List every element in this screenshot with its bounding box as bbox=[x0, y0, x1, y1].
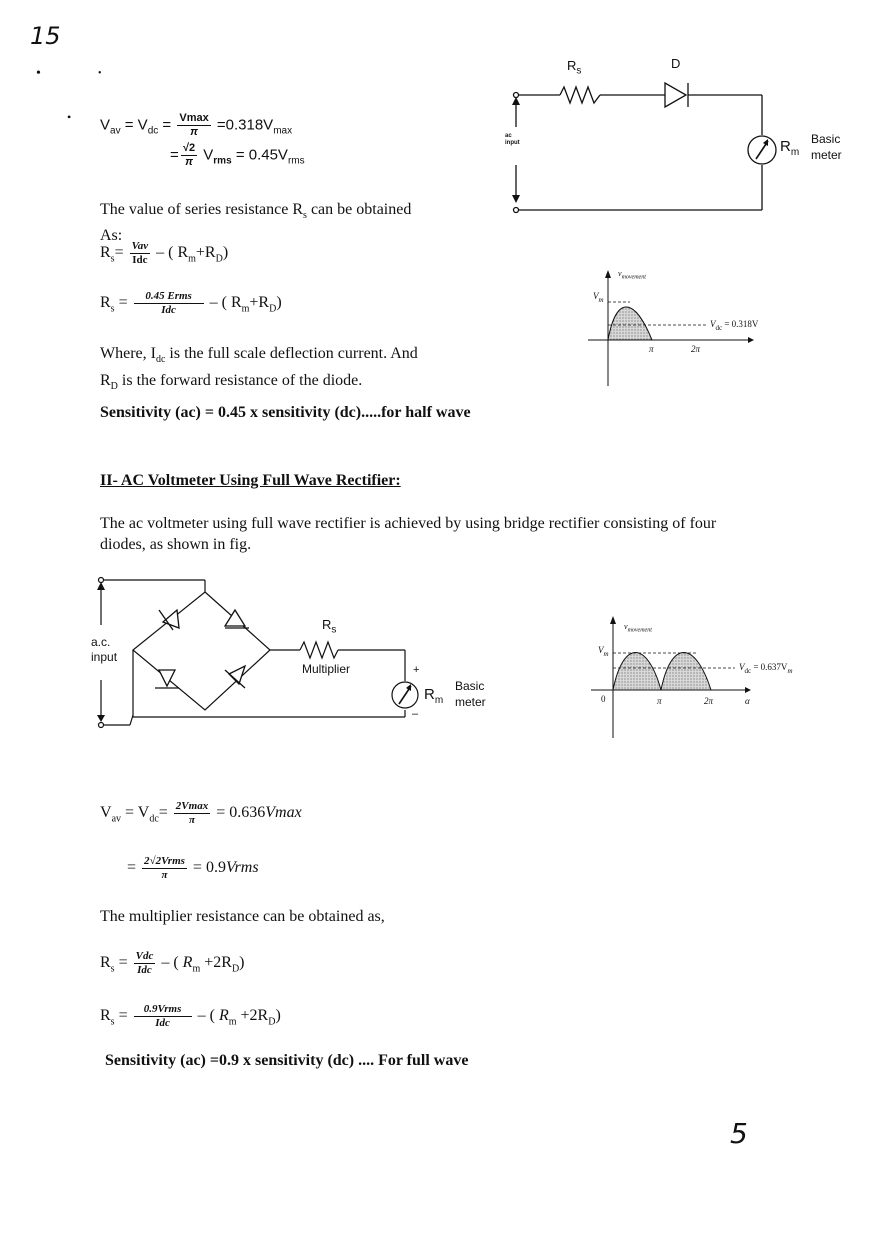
fraction: $\frac{\text{0.45 Erms}}{\text{Idc}}$ bbox=[134, 290, 204, 317]
plus-sign: + bbox=[413, 664, 420, 676]
graph1-pi: π bbox=[649, 344, 654, 354]
equation-vav-full: $V_{av} = V_{dc}=$ $\frac{2Vmax}{\pi}$ = 0.636Vmax bbox=[100, 800, 302, 826]
fraction: $\frac{Vmax}{\pi}$ bbox=[179, 112, 209, 138]
heading-full-wave: II- AC Voltmeter Using Full Wave Rectifier: bbox=[100, 472, 401, 489]
graph1-ylabel: $v_{movement}$ bbox=[618, 269, 646, 281]
sensitivity-half-wave: Sensitivity (ac) = 0.45 x sensitivity (dc).....for half wave bbox=[100, 404, 471, 421]
equation-vav-half: $V_{av} = V_{dc}$ = $\frac{Vmax}{\pi}$ $=0.318V_{max}$ bbox=[100, 112, 293, 138]
fraction: $\frac{\text{Vdc}}{\text{Idc}}$ bbox=[135, 950, 154, 976]
basic-meter-label: Basic meter bbox=[811, 132, 842, 162]
equation-rs-full-1: $R_s$ = $\frac{\text{Vdc}}{\text{Idc}}$ – ( $R_m +2R_D$) bbox=[100, 950, 245, 976]
graph2-vm: $V_m$ bbox=[598, 645, 609, 658]
bullet-dot: • bbox=[36, 66, 41, 81]
rs-label: $R_s$ bbox=[567, 58, 582, 77]
page-mark-top-left: 15 bbox=[30, 22, 61, 50]
basic-meter-label-2: Basic meter bbox=[455, 679, 486, 709]
rs-label-2: $R_s$ bbox=[322, 617, 337, 636]
fraction: $\frac{√2}{\pi}$ bbox=[182, 142, 196, 168]
rm-label: $R_m$ bbox=[780, 138, 800, 158]
equation-vrms-full: = $\frac{\text{2√2Vrms}}{\pi}$ = 0.9Vrms bbox=[127, 855, 259, 881]
diode-label: D bbox=[671, 56, 681, 71]
equation-rs-half-1: $R_s=$ $\frac{\text{Vav}}{\text{Idc}}$ – ( $R_m+R_D$) bbox=[100, 240, 229, 266]
bridge-rectifier-circuit bbox=[85, 570, 505, 755]
graph1-2pi: 2π bbox=[691, 344, 701, 354]
graph2-pi: π bbox=[657, 696, 662, 706]
multiplier-label: Multiplier bbox=[302, 662, 351, 676]
ac-input-label: ac input bbox=[505, 133, 520, 146]
fraction: $\frac{\text{0.9Vrms}}{\text{Idc}}$ bbox=[134, 1003, 192, 1030]
equation-rs-full-2: $R_s$ = $\frac{\text{0.9Vrms}}{\text{Idc}}$ – ( $R_m +2R_D$) bbox=[100, 1003, 281, 1029]
fraction: $\frac{\text{Vav}}{\text{Idc}}$ bbox=[131, 240, 149, 266]
graph2-2pi: 2π bbox=[704, 696, 714, 706]
graph1-vdc-label: $V_{dc} = 0.318V$ bbox=[710, 319, 759, 332]
half-wave-circuit bbox=[500, 55, 860, 225]
graph2-zero: 0 bbox=[601, 694, 606, 704]
paragraph-full-wave: The ac voltmeter using full wave rectifier is achieved by using bridge rectifier consisting of four diodes, as shown in fig. bbox=[100, 515, 717, 553]
sensitivity-full-wave: Sensitivity (ac) =0.9 x sensitivity (dc) .... For full wave bbox=[105, 1052, 469, 1069]
rm-label-2: $R_m$ bbox=[424, 686, 444, 706]
full-wave-graph bbox=[585, 612, 825, 742]
graph2-vdc-label: $V_{dc} = 0.637V_m$ bbox=[739, 662, 793, 675]
bullet-dot: • bbox=[98, 68, 102, 79]
paragraph-where: Where, $I_{dc}$ is the full scale deflection current. And $R_D$ is the forward resistance of the diode. bbox=[100, 345, 418, 393]
fraction: $\frac{\text{2√2Vrms}}{\pi}$ bbox=[144, 855, 185, 881]
paragraph-multiplier: The multiplier resistance can be obtained as, bbox=[100, 908, 385, 925]
minus-sign: – bbox=[412, 708, 419, 720]
graph1-vm: $V_m$ bbox=[593, 291, 604, 304]
ac-input-label-2: a.c. input bbox=[91, 635, 118, 664]
fraction: $\frac{2Vmax}{\pi}$ bbox=[175, 800, 209, 826]
page-number: 5 bbox=[730, 1117, 748, 1150]
bullet-dot: • bbox=[67, 110, 72, 124]
equation-rs-half-2: $R_s$ = $\frac{\text{0.45 Erms}}{\text{Idc}}$ – ( $R_m+R_D$) bbox=[100, 290, 282, 316]
graph2-alpha: α bbox=[745, 696, 750, 706]
equation-vrms-half: = $\frac{√2}{\pi}$ $V_{rms} = 0.45V_{rms}$ bbox=[170, 142, 305, 168]
paragraph-series-resistance: The value of series resistance $R_s$ can be obtained As: bbox=[100, 201, 412, 245]
graph2-ylabel: $v_{movement}$ bbox=[624, 622, 652, 634]
